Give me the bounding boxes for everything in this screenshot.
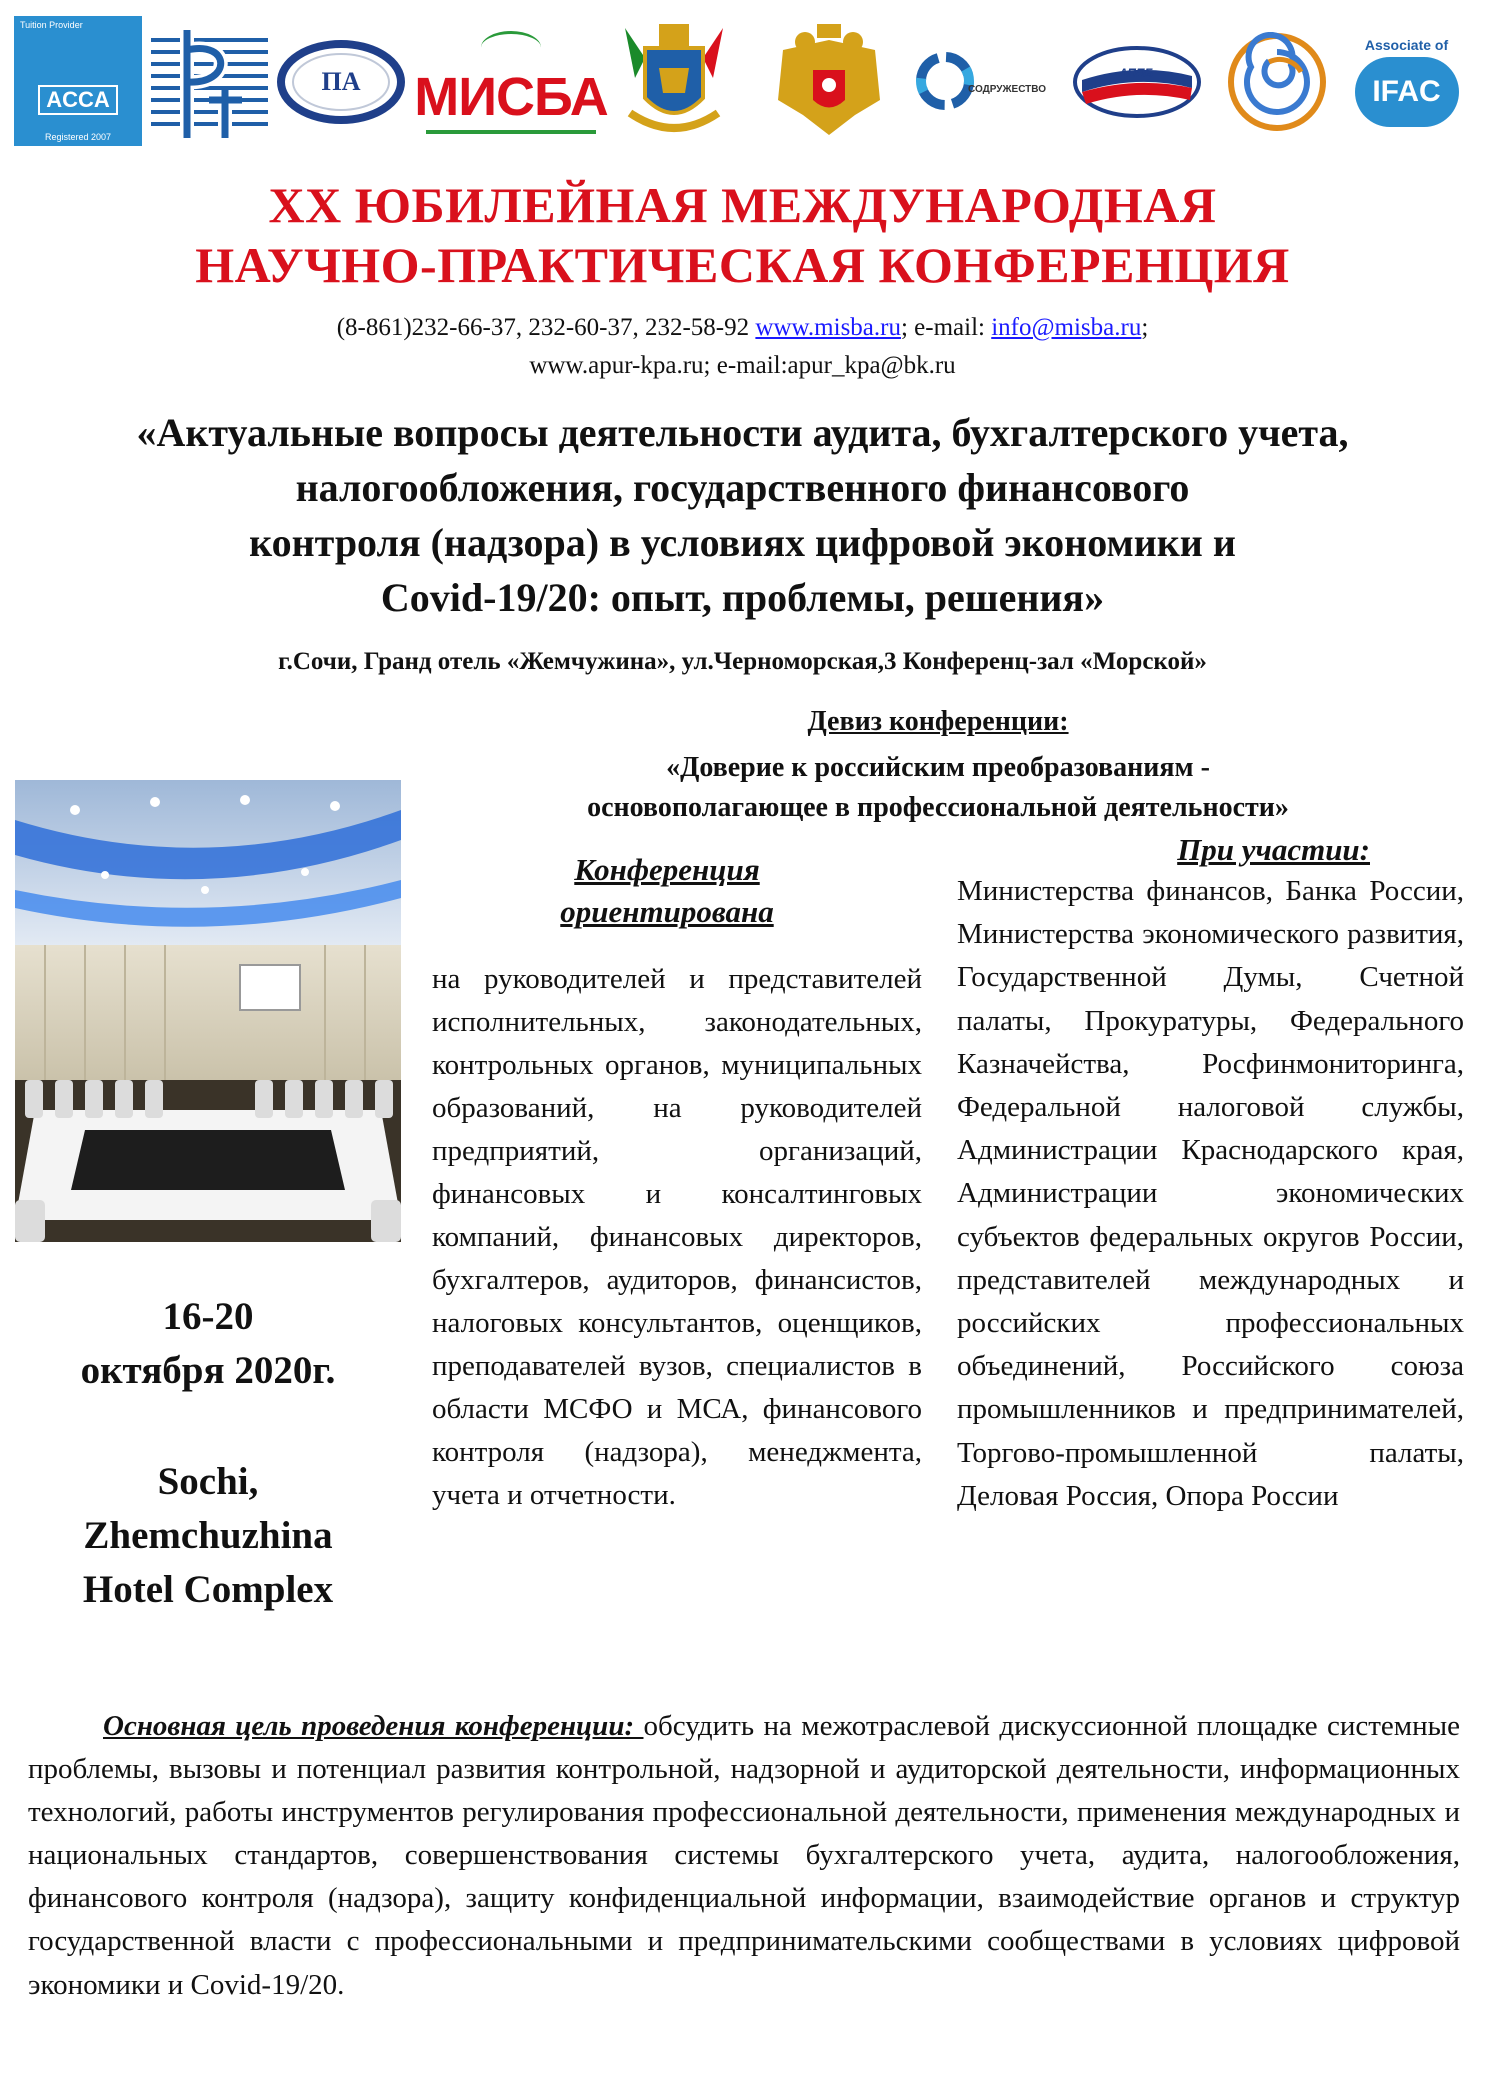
goal-paragraph [28, 1705, 1460, 2007]
misba-email-link[interactable]: info@misba.ru [991, 314, 1142, 341]
ifac-badge: IFAC [1355, 57, 1459, 127]
sodruzhestvo-logo: СОДРУЖЕСТВО [912, 18, 1042, 146]
dates-line-2: октября 2020г. [80, 1349, 336, 1392]
venue: г.Сочи, Гранд отель «Жемчужина», ул.Черноморская,3 Конференц-зал «Морской» [278, 648, 1207, 675]
contacts-end: ; [1141, 314, 1149, 341]
misba-site-link[interactable]: www.misba.ru [755, 314, 901, 341]
acca-logo: Tuition Provider ACCA Registered 2007 [14, 16, 142, 146]
place-line-2: Zhemchuzhina [83, 1514, 333, 1557]
ipb-emblem-icon [147, 20, 272, 145]
goal-text: обсудить на межотраслевой дискуссионной площадке системные проблемы, вызовы и потенциал развития контрольной, надзорной и аудиторской деятельности, информационных технологий, работы инструментов регулирования профессиональной деятельности, применения международных и национальных стандартов, совершенствования системы бухгалтерского учета, аудита, налогообложения, финансового контроля (надзора), защиту конфиденциальной информации, взаимодействие органов и структур государственной власти с профессиональными и предпринимательскими сообществами в условиях цифровой экономики и Covid-19/20. [28, 1710, 1461, 2001]
contacts-line-1 [0, 310, 1485, 346]
motto-heading: Девиз конференции: [807, 706, 1069, 737]
ipb-logo [144, 18, 274, 146]
conference-title-line-2: НАУЧНО-ПРАКТИЧЕСКАЯ КОНФЕРЕНЦИЯ [195, 237, 1290, 293]
participation-text: Министерства финансов, Банка России, Министерства экономического развития, Государственной Думы, Счетной палаты, Прокуратуры, Федерального Казначейства, Росфинмониторинга, Федеральной налоговой службы, Администрации Краснодарского края, Администрации экономических субъектов федеральных округов России, представителей международных и российских профессиональных объединений, Российского союза промышленников и предпринимателей, Торгово-промышленной палаты, Деловая Россия, Опора России [957, 875, 1464, 1512]
spiral-icon [1227, 32, 1327, 132]
conference-hall-photo [15, 780, 401, 1242]
sodruzhestvo-ring-icon [914, 50, 976, 112]
conference-topic-line-1: «Актуальные вопросы деятельности аудита, бухгалтерского учета, [136, 410, 1349, 455]
motto-line-1: «Доверие к российским преобразованиям - [666, 752, 1210, 783]
apb-flag-oval-icon [1072, 42, 1202, 122]
misba-arc-icon [481, 31, 541, 64]
email-label: ; e-mail: [900, 314, 992, 341]
hall-illustration [15, 780, 401, 1242]
conference-topic-line-3: контроля (надзора) в условиях цифровой экономики и [249, 520, 1236, 565]
spiral-logo [1222, 18, 1332, 146]
participation-heading: При участии: [1177, 832, 1370, 867]
russia-coat-of-arms-logo [769, 18, 889, 146]
motto-line-2: основополагающее в профессиональной деятельности» [587, 792, 1289, 823]
orientation-heading-line-2: ориентирована [560, 894, 774, 929]
ifac-logo: Associate of IFAC [1349, 18, 1464, 146]
coat-of-arms-icon [615, 18, 733, 146]
misba-logo: МИСБА [416, 18, 606, 146]
conference-topic-line-2: налогообложения, государственного финансового [295, 465, 1190, 510]
orientation-heading-line-1: Конференция [574, 852, 760, 887]
place-line-1: Sochi, [157, 1460, 259, 1503]
conference-title-line-1: XX ЮБИЛЕЙНАЯ МЕЖДУНАРОДНАЯ [268, 177, 1217, 233]
double-headed-eagle-icon [773, 20, 885, 145]
conference-topic-line-4: Covid-19/20: опыт, проблемы, решения» [380, 575, 1105, 620]
place-line-3: Hotel Complex [82, 1568, 334, 1611]
dates-line-1: 16-20 [162, 1295, 254, 1338]
orientation-text: на руководителей и представителей исполнительных, законодательных, контрольных органов, муниципальных образований, на руководителей предприятий, организаций, финансовых и консалтинговых компаний, финансовых директоров, бухгалтеров, аудиторов, финансистов, налоговых консультантов, оценщиков, преподавателей вузов, специалистов в области МСФО и МСА, финансового контроля (надзора), менеджмента, учета и отчетности. [432, 963, 922, 1511]
krasnodar-coat-of-arms-logo [614, 18, 734, 146]
contacts-line-2: www.apur-kpa.ru; e-mail:apur_kpa@bk.ru [529, 352, 956, 379]
phone-numbers: (8-861)232-66-37, 232-60-37, 232-58-92 [336, 314, 756, 341]
logo-strip [14, 8, 1469, 148]
pa-logo: ПА [276, 18, 406, 146]
goal-heading: Основная цель проведения конференции: [103, 1710, 644, 1742]
apb-logo: АППБ [1069, 18, 1204, 146]
misba-underline [426, 130, 596, 134]
